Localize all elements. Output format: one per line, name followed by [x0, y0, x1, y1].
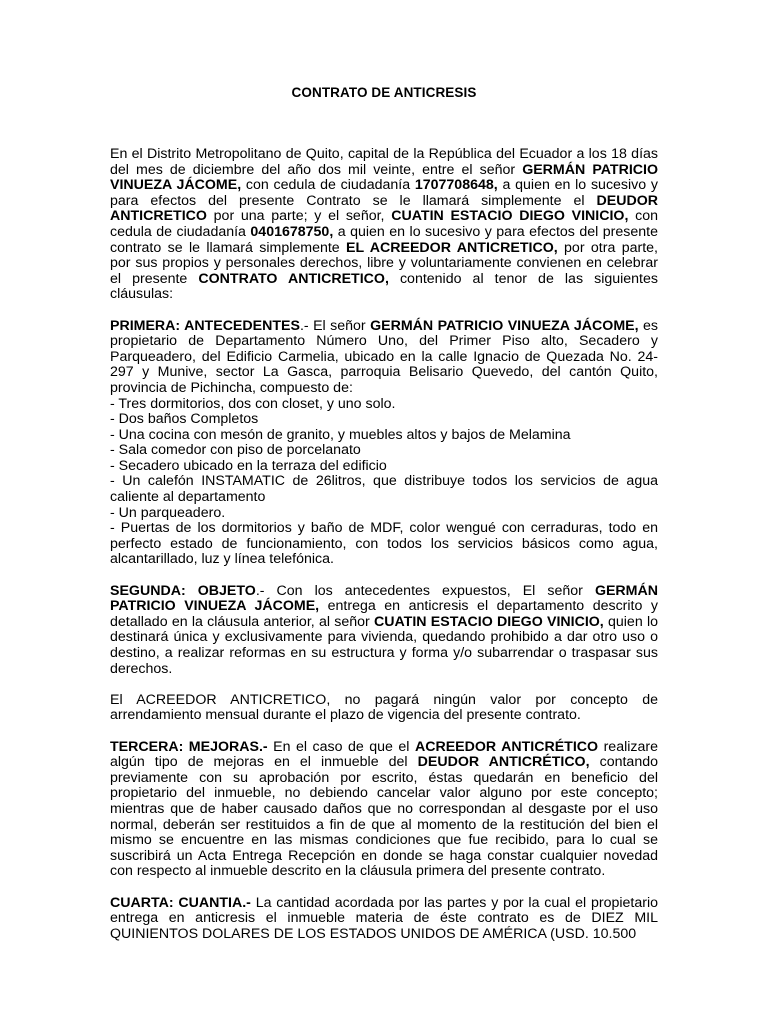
clause-cuarta	[110, 896, 658, 943]
party-role: EL ACREEDOR ANTICRETICO,	[346, 239, 558, 256]
intro-text: por otra parte, por sus propios y personales derechos, libre y voluntariamente convienen en celebrar el presente	[110, 239, 658, 287]
list-item: - Sala comedor con piso de porcelanato	[110, 442, 361, 459]
clause-text: .- Con los antecedentes expuestos, El señor	[255, 582, 595, 599]
contract-name: CONTRATO ANTICRETICO,	[198, 270, 389, 287]
party-role: ACREEDOR ANTICRÉTICO	[414, 738, 599, 755]
party-name: GERMÁN PATRICIO VINUEZA JÁCOME,	[370, 317, 639, 334]
party-name: CUATIN ESTACIO DIEGO VINICIO,	[373, 613, 604, 630]
intro-text: por una parte; y el señor,	[206, 208, 392, 225]
party-name: CUATIN ESTACIO DIEGO VINICIO,	[391, 208, 629, 225]
party-role: DEUDOR ANTICRÉTICO,	[417, 754, 590, 771]
intro-text: con cedula de ciudadanía	[241, 177, 415, 194]
clause-text: quien lo destinará única y exclusivamente para vivienda, quedando prohibido a dar otro uso o destino, a realizar reformas en su estructura y forma y/o subarrendar o traspasar sus derechos.	[110, 613, 658, 677]
clause-heading: SEGUNDA: OBJETO	[110, 582, 256, 599]
property-items-list	[110, 397, 658, 569]
clause-text: En el caso de que el	[267, 738, 415, 755]
intro-text: En el Distrito Metropolitano de Quito, capital de la República del Ecuador a los 18 días del mes de diciembre del año dos mil veinte, entre el señor	[110, 146, 658, 178]
clause-heading: PRIMERA: ANTECEDENTES	[110, 317, 300, 334]
clause-primera	[110, 319, 658, 397]
list-item: - Un parqueadero.	[110, 504, 226, 521]
clause-text: .- El señor	[299, 317, 371, 334]
list-item: - Tres dormitorios, dos con closet, y uno solo.	[110, 395, 396, 412]
id-number: 0401678750,	[250, 223, 334, 240]
segunda-extra-paragraph: El ACREEDOR ANTICRETICO, no pagará ningún valor por concepto de arrendamiento mensual durante el plazo de vigencia del presente contrato.	[110, 691, 658, 724]
clause-heading: TERCERA: MEJORAS.-	[110, 738, 268, 755]
list-item: - Puertas de los dormitorios y baño de MDF, color wengué con cerraduras, todo en perfecto estado de funcionamiento, con todos los servicios básicos como agua, alcantarillado, luz y línea telefónica.	[110, 520, 658, 568]
intro-text: contenido al tenor de las siguientes cláusulas:	[110, 270, 658, 303]
clause-text: contando previamente con su aprobación por escrito, éstas quedarán en beneficio del propietario del inmueble, no debiendo cancelar valor alguno por este concepto; mientras que de haber causado daños que no correspondan al desgaste por el uso normal, deberán ser restituidos a fin de que al momento de la restitución del bien el mismo se encuentre en las mismas condiciones que fue recibido, para lo cual se suscribirá un Acta Entrega Recepción en donde se haga constar cualquier novedad con respecto al inmueble descrito en la cláusula primera del presente contrato.	[110, 754, 658, 880]
id-number: 1707708648,	[414, 177, 498, 194]
intro-text: con cedula de ciudadanía	[110, 208, 658, 240]
intro-text: a quien en lo sucesivo y para efectos del presente contrato se le llamará simplemente	[110, 223, 658, 256]
list-item: - Dos baños Completos	[110, 411, 259, 428]
clause-heading: CUARTA: CUANTIA.-	[110, 894, 251, 911]
list-item: - Una cocina con mesón de granito, y muebles altos y bajos de Melamina	[110, 426, 571, 443]
intro-paragraph	[110, 147, 658, 303]
clause-text: realizare algún tipo de mejoras en el inmueble del	[110, 738, 658, 771]
party-name: GERMÁN PATRICIO VINUEZA JÁCOME,	[110, 582, 658, 615]
clause-text: La cantidad acordada por las partes y por la cual el propietario entrega en anticresis el inmueble materia de éste contrato es de DIEZ MIL QUINIENTOS DOLARES DE LOS ESTADOS UNIDOS DE AMÉRICA (USD. 10.500	[110, 894, 659, 942]
party-role: DEUDOR ANTICRETICO	[110, 192, 658, 225]
party-name: GERMÁN PATRICIO VINUEZA JÁCOME,	[110, 161, 658, 194]
intro-text: a quien en lo sucesivo y para efectos del presente Contrato se le llamará simplemente el	[110, 177, 659, 209]
clause-tercera	[110, 740, 658, 880]
clause-segunda	[110, 584, 658, 678]
clause-text: es propietario de Departamento Número Uno, del Primer Piso alto, Secadero y Parqueadero, del Edificio Carmelia, ubicado en la calle Ignacio de Quezada No. 24-297 y Munive, sector La Gasca, parroquia Belisario Quevedo, del cantón Quito, provincia de Pichincha, compuesto de:	[110, 317, 658, 396]
document-title: CONTRATO DE ANTICRESIS	[291, 85, 477, 100]
list-item: - Secadero ubicado en la terraza del edificio	[110, 457, 387, 474]
clause-text: entrega en anticresis el departamento descrito y detallado en la cláusula anterior, al señor	[110, 598, 658, 630]
document-body	[110, 147, 658, 958]
list-item: - Un calefón INSTAMATIC de 26litros, que distribuye todos los servicios de agua caliente al departamento	[110, 473, 658, 506]
